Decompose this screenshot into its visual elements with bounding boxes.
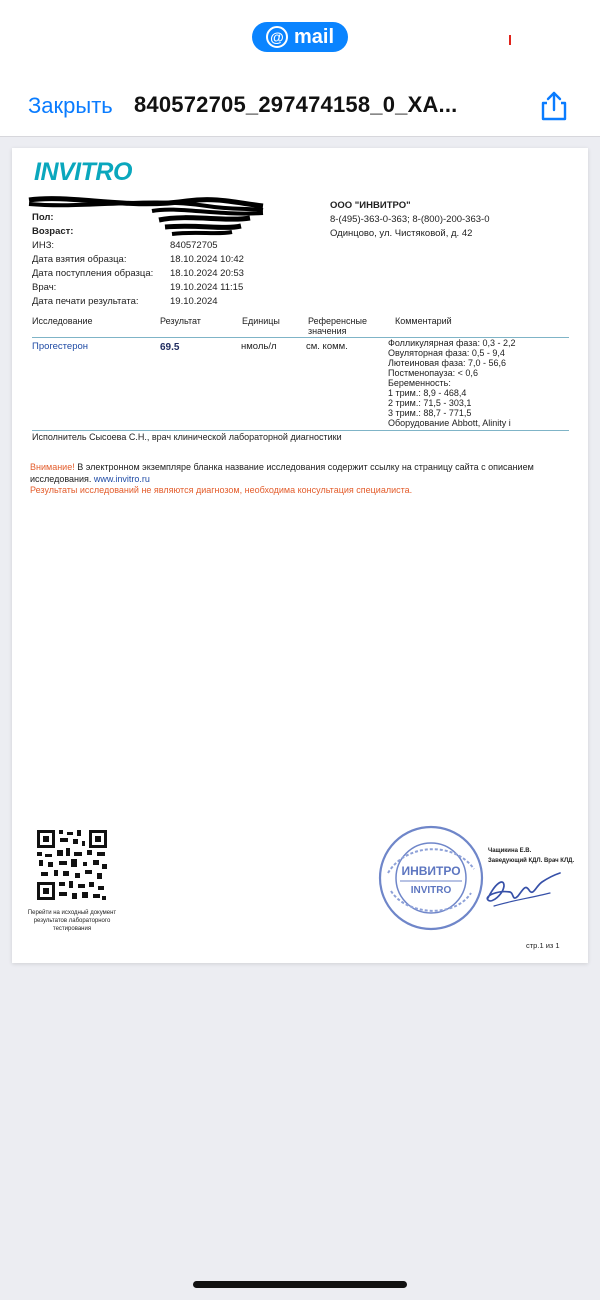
comment-line: Оборудование Abbott, Alinity i [388,418,511,428]
column-header-result: Результат [160,316,201,326]
organization-address: Одинцово, ул. Чистяковой, д. 42 [330,228,473,239]
sex-label: Пол: [32,212,54,223]
home-indicator[interactable] [193,1281,407,1288]
print-date-label: Дата печати результата: [32,296,139,307]
notice-paragraph [30,461,575,485]
inz-value: 840572705 [170,240,218,251]
lab-stamp [376,823,486,933]
notice-text: В электронном экземпляре бланка название исследования содержит ссылку на страницу сайта с описанием исследования. [30,462,534,484]
organization-block [330,199,489,241]
doctor-label: Врач: [32,282,57,293]
signer-title: Заведующий КДЛ. Врач КЛД. [488,858,575,864]
close-button[interactable]: Закрыть [28,93,113,118]
comment-line: 1 трим.: 8,9 - 468,4 [388,388,467,398]
signer-name: Чащикина Е.В. [488,848,532,854]
file-title: 840572705_297474158_0_XA... [134,92,458,117]
comment-line: Беременность: [388,378,451,388]
column-header-study: Исследование [32,316,93,326]
print-date-value: 19.10.2024 [170,296,218,307]
notice-warning: Внимание! [30,462,75,472]
inz-label: ИНЗ: [32,240,55,251]
comment-line: Постменопауза: < 0,6 [388,368,478,378]
mail-brand-label: mail [293,25,335,48]
result-value: 69.5 [160,342,180,353]
viewer-nav-bar [0,78,600,134]
column-header-comment: Комментарий [395,316,452,326]
sample-taken-value: 18.10.2024 10:42 [170,254,244,265]
sample-taken-label: Дата взятия образца: [32,254,127,265]
mail-brand-pill [252,22,348,52]
reference-comment [388,338,568,428]
executor-note: Исполнитель Сысоева С.Н., врач клинической лабораторной диагностики [32,432,342,442]
organization-name: ООО "ИНВИТРО" [330,200,411,211]
comment-line: Овуляторная фаза: 0,5 - 9,4 [388,348,505,358]
qr-caption: Перейти на исходный документ результатов лабораторного тестирования [27,910,117,932]
share-icon[interactable] [538,90,570,122]
study-name-link[interactable]: Прогестерон [32,341,89,352]
sample-received-value: 18.10.2024 20:53 [170,268,244,279]
doctor-value: 19.10.2024 11:15 [170,282,244,293]
invitro-logo: INVITRO [34,158,132,186]
table-bottom-line [32,430,569,431]
lab-result-document [12,148,588,963]
diagnosis-disclaimer: Результаты исследований не являются диагнозом, необходима консультация специалиста. [30,485,413,495]
status-indicator [509,35,511,45]
units-value: нмоль/л [241,341,277,352]
age-label: Возраст: [32,226,74,237]
stamp-latin-text: INVITRO [410,885,452,896]
invitro-link[interactable]: www.invitro.ru [93,474,150,484]
comment-line: 3 трим.: 88,7 - 771,5 [388,408,472,418]
column-header-reference: Референсные значения [308,316,367,336]
at-icon: @ [266,26,288,48]
comment-line: Фолликулярная фаза: 0,3 - 2,2 [388,338,516,348]
qr-code[interactable] [35,828,109,902]
stamp-text: ИНВИТРО [401,864,461,878]
organization-phones: 8-(495)-363-0-363; 8-(800)-200-363-0 [330,214,490,225]
reference-value: см. комм. [306,341,348,352]
comment-line: 2 трим.: 71,5 - 303,1 [388,398,472,408]
page-number: стр.1 из 1 [526,941,560,950]
sample-received-label: Дата поступления образца: [32,268,154,279]
signature [478,862,562,912]
column-header-units: Единицы [242,316,280,326]
mail-top-area [0,0,600,137]
comment-line: Лютеиновая фаза: 7,0 - 56,6 [388,358,507,368]
